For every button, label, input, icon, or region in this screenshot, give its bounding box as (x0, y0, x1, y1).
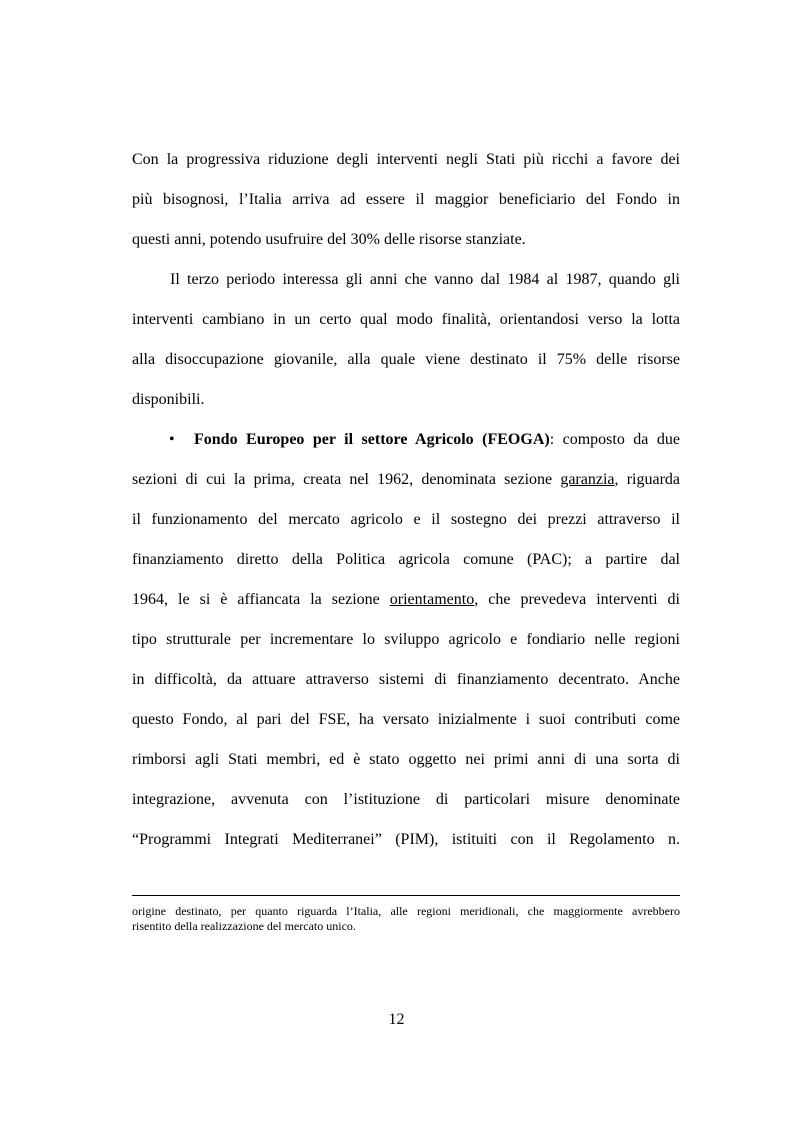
footnote-line: origine destinato, per quanto riguarda l’Italia, alle regioni meridionali, che maggiormente avrebbero (132, 904, 680, 918)
text-span: , che prevedeva interventi di (474, 591, 680, 608)
text-span: 1964, le si è affiancata la sezione (132, 591, 390, 608)
body-line: in difficoltà, da attuare attraverso sistemi di finanziamento decentrato. Anche (132, 671, 680, 688)
body-line: disponibili. (132, 391, 205, 408)
underlined-term-orientamento: orientamento (389, 591, 475, 608)
body-line: il funzionamento del mercato agricolo e il sostegno dei prezzi attraverso il (132, 511, 680, 528)
body-line: “Programmi Integrati Mediterranei” (PIM), istituiti con il Regolamento n. (132, 831, 680, 848)
text-span: sezioni di cui la prima, creata nel 1962, denominata sezione (132, 471, 561, 488)
footnote-separator (132, 895, 680, 896)
bullet-icon: • (169, 431, 175, 448)
bullet-line (194, 430, 680, 450)
body-line: questi anni, potendo usufruire del 30% delle risorse stanziate. (132, 231, 526, 248)
body-line: più bisognosi, l’Italia arriva ad essere il maggior beneficiario del Fondo in (132, 191, 680, 208)
bullet-title: Fondo Europeo per il settore Agricolo (FEOGA) (194, 431, 550, 448)
body-line (132, 590, 680, 610)
footnote-line: risentito della realizzazione del mercato unico. (132, 919, 356, 933)
body-line: rimborsi agli Stati membri, ed è stato oggetto nei primi anni di una sorta di (132, 751, 680, 768)
body-line: interventi cambiano in un certo qual modo finalità, orientandosi verso la lotta (132, 311, 680, 328)
body-line: finanziamento diretto della Politica agricola comune (PAC); a partire dal (132, 551, 680, 568)
body-line (132, 470, 680, 490)
page-number: 12 (388, 1011, 405, 1028)
text-span: , riguarda (614, 471, 680, 488)
body-line: Il terzo periodo interessa gli anni che vanno dal 1984 al 1987, quando gli (170, 271, 680, 288)
body-line: tipo strutturale per incrementare lo sviluppo agricolo e fondiario nelle regioni (132, 631, 680, 648)
body-line: questo Fondo, al pari del FSE, ha versato inizialmente i suoi contributi come (132, 711, 680, 728)
body-line: Con la progressiva riduzione degli interventi negli Stati più ricchi a favore dei (132, 151, 680, 168)
underlined-term-garanzia: garanzia (560, 471, 615, 488)
bullet-text: : composto da due (549, 431, 680, 448)
body-line: alla disoccupazione giovanile, alla quale viene destinato il 75% delle risorse (132, 351, 680, 368)
body-line: integrazione, avvenuta con l’istituzione di particolari misure denominate (132, 791, 680, 808)
